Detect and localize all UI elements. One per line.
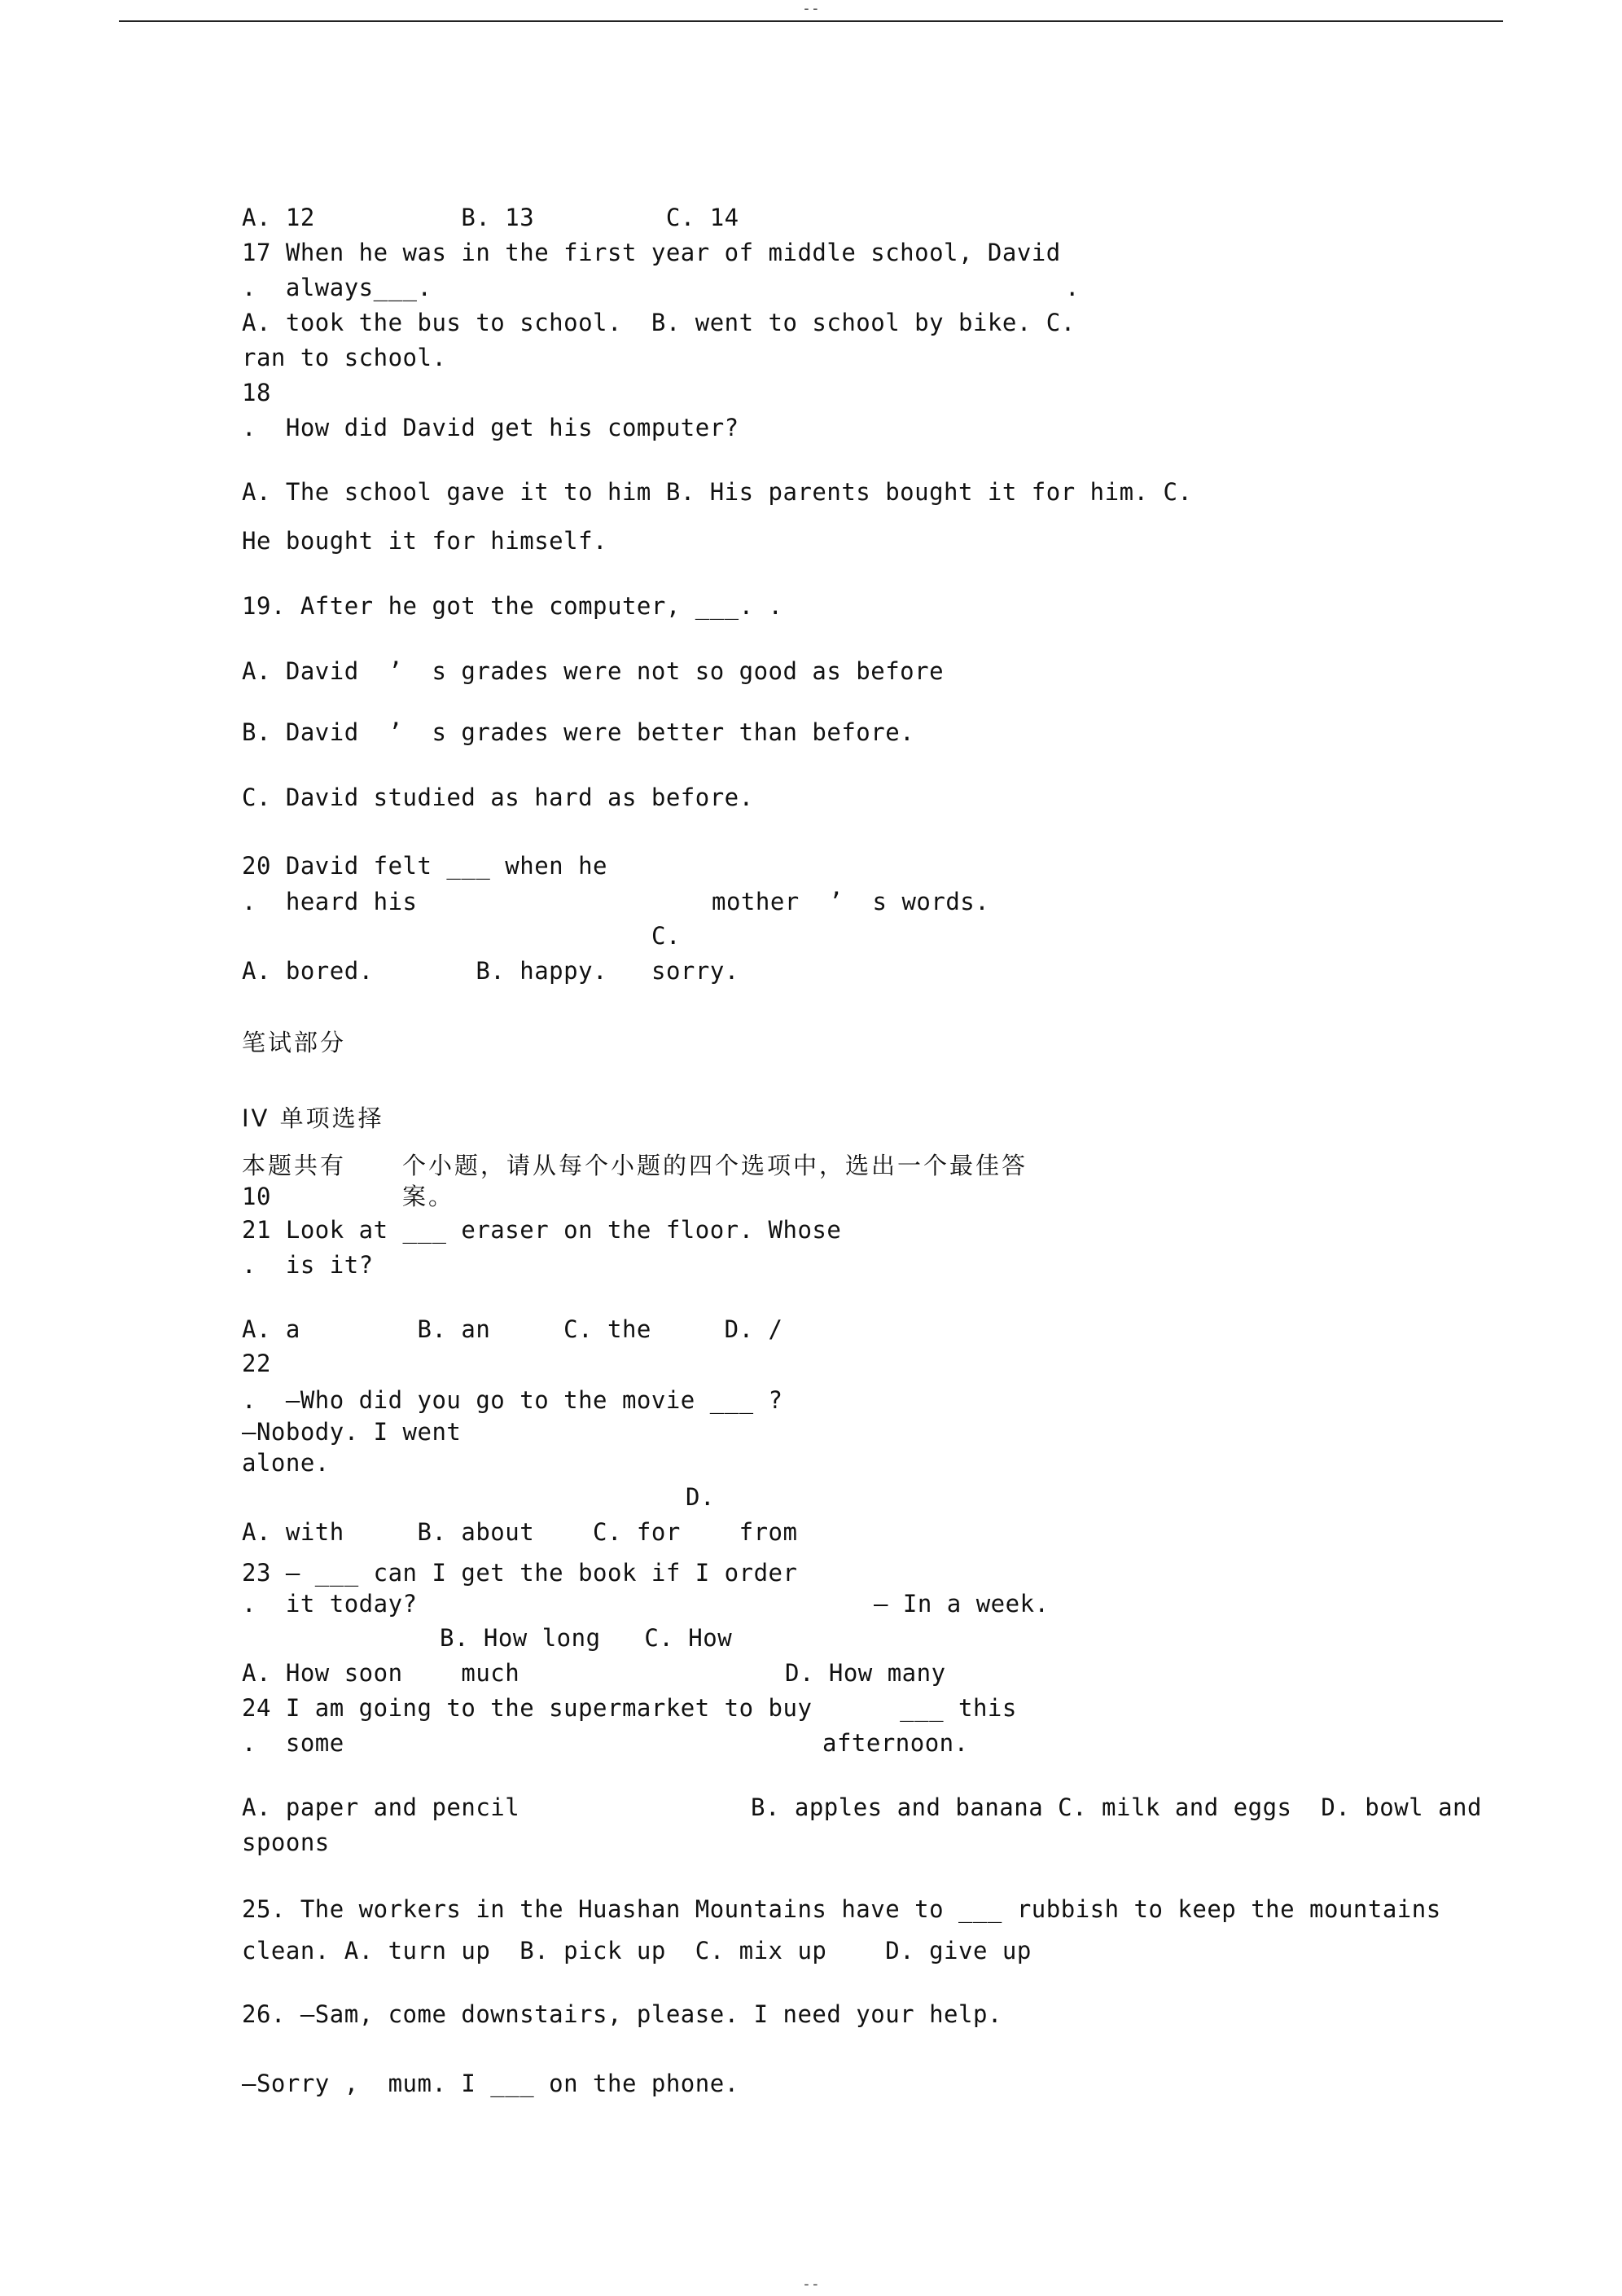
q19-option-a: A. David ’ s grades were not so good as before [242, 657, 945, 685]
q24-options-cont: spoons [242, 1828, 330, 1856]
q20-stem-2: . heard his [242, 888, 418, 915]
q25-options: clean. A. turn up B. pick up C. mix up D. give up [242, 1937, 1032, 1965]
q26-stem: 26. —Sam, come downstairs, please. I need your help. [242, 2000, 1002, 2028]
q20-stem-3: mother ’ s words. [712, 888, 990, 915]
q17-number-stem: 17 When he was in the first year of middle school, David [242, 239, 1061, 266]
q17-dot: . [1065, 274, 1080, 301]
q24-stem-2: . some [242, 1729, 344, 1757]
q18-stem: . How did David get his computer? [242, 414, 739, 441]
q23-stem-2: . it today? [242, 1590, 418, 1618]
q24-options-bcd: B. apples and banana C. milk and eggs D. bowl and [751, 1793, 1482, 1821]
q21-stem-2: . is it? [242, 1251, 374, 1279]
q22-answer-2: alone. [242, 1449, 330, 1477]
q23-stem-1: 23 — ___ can I get the book if I order [242, 1559, 798, 1587]
q22-answer-1: —Nobody. I went [242, 1418, 462, 1446]
q19-stem: 19. After he got the computer, ___. . [242, 592, 783, 620]
q24-stem-3: afternoon. [822, 1729, 969, 1757]
q22-number: 22 [242, 1350, 271, 1377]
q20-option-c-text: sorry. [651, 957, 739, 985]
q17-options-2: ran to school. [242, 344, 447, 371]
q19-option-c: C. David studied as hard as before. [242, 784, 754, 811]
q26-reply: —Sorry , mum. I ___ on the phone. [242, 2070, 739, 2097]
q22-options: A. with B. about C. for from [242, 1518, 798, 1546]
q23-options-a: A. How soon much [242, 1659, 520, 1687]
q23-options-b: B. How long C. How [440, 1624, 733, 1652]
q22-option-d-label: D. [686, 1483, 715, 1511]
header-mark: -- [802, 0, 820, 17]
q18-options-2: He bought it for himself. [242, 527, 607, 555]
q20-option-c-label: C. [651, 922, 681, 950]
section-iv-heading: IV 单项选择 [242, 1104, 384, 1132]
q17-stem-cont: . always___. [242, 274, 432, 301]
instruction-part-1: 本题共有 [242, 1152, 347, 1179]
q23-reply: — In a week. [874, 1590, 1050, 1618]
top-rule [119, 20, 1503, 22]
q24-stem-1: 24 I am going to the supermarket to buy ___ this [242, 1694, 1017, 1722]
q20-stem-1: 20 David felt ___ when he [242, 852, 607, 880]
instruction-count: 10 [242, 1183, 271, 1210]
q22-stem: . —Who did you go to the movie ___ ? [242, 1386, 783, 1414]
q25-stem: 25. The workers in the Huashan Mountains have to ___ rubbish to keep the mountains [242, 1895, 1441, 1923]
footer-mark: -- [802, 2276, 820, 2293]
q23-option-d: D. How many [785, 1659, 946, 1687]
q16-options: A. 12 B. 13 C. 14 [242, 204, 739, 231]
q24-option-a: A. paper and pencil [242, 1793, 520, 1821]
q21-options: A. a B. an C. the D. / [242, 1315, 783, 1343]
instruction-part-3: 案。 [402, 1183, 455, 1210]
q19-option-b: B. David ’ s grades were better than before. [242, 718, 915, 746]
q18-options-1: A. The school gave it to him B. His parents bought it for him. C. [242, 478, 1193, 506]
q18-number: 18 [242, 379, 271, 406]
q21-stem-1: 21 Look at ___ eraser on the floor. Whose [242, 1216, 842, 1244]
written-part-heading: 笔试部分 [242, 1029, 347, 1056]
q20-options: A. bored. B. happy. [242, 957, 607, 985]
instruction-part-2: 个小题，请从每个小题的四个选项中，选出一个最佳答 [402, 1152, 1028, 1179]
q17-options-1: A. took the bus to school. B. went to school by bike. C. [242, 309, 1076, 336]
